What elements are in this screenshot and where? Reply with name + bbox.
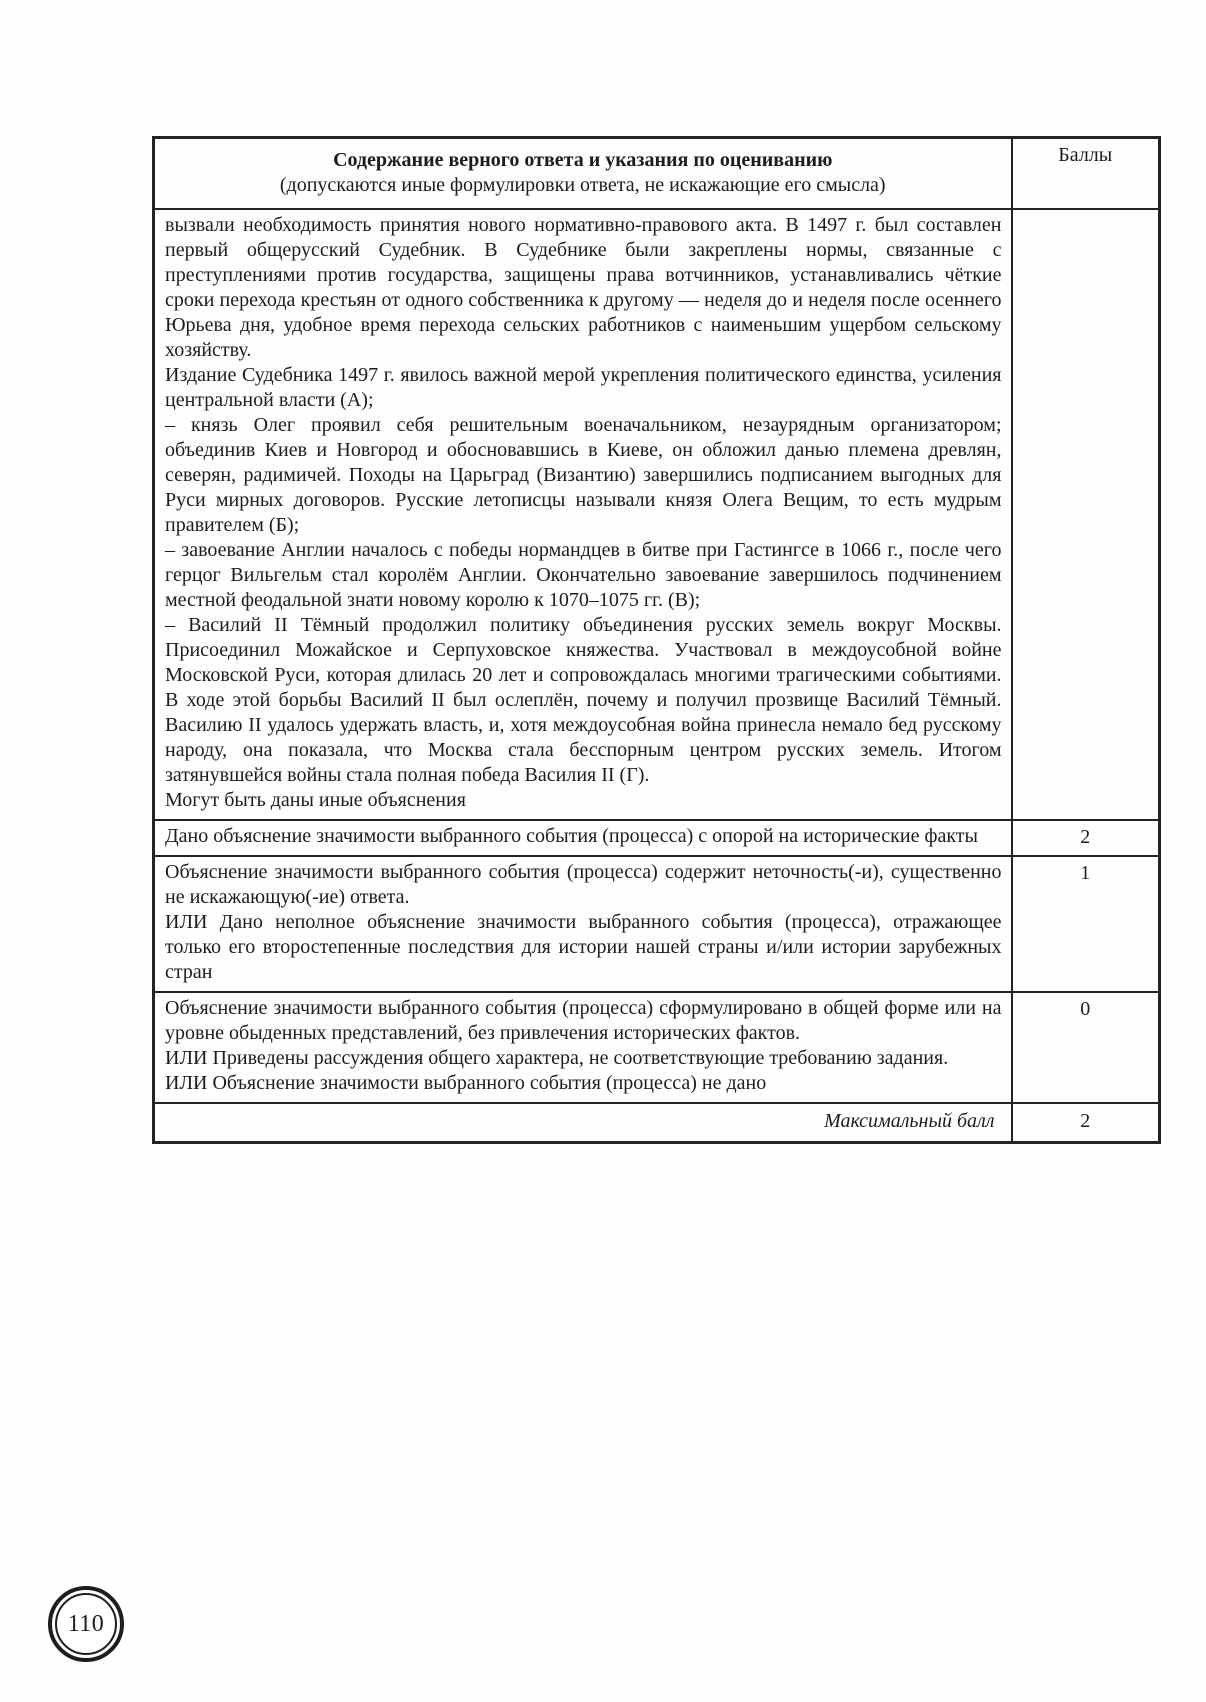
- page-number-inner-circle: [55, 1593, 117, 1655]
- answer-score-cell: [1012, 209, 1160, 820]
- criterion-paragraph: ИЛИ Приведены рассуждения общего характера, не соответствующие требованию задания.: [165, 1047, 949, 1069]
- criterion-row-0-points: [154, 992, 1160, 1103]
- criterion-text-cell: [154, 820, 1012, 856]
- answer-paragraph: Издание Судебника 1497 г. явилось важной мерой укрепления политического единства, усиления центральной власти (А);: [165, 364, 1002, 411]
- answer-paragraph: – Василий II Тёмный продолжил политику объединения русских земель вокруг Москвы. Присоединил Можайское и Серпуховское княжества. Участвовал в междоусобной войне Московской Руси, которая длилась 20 лет и сопровождалась многими трагическими событиями. В ходе этой борьбы Василий II был ослеплён, почему и получил прозвище Василий Тёмный. Василию II удалось удержать власть, и, хотя междоусобная война принесла немало бед русскому народу, она показала, что Москва стала бесспорным центром русских земель. Итогом затянувшейся войны стала полная победа Василия II (Г).: [165, 614, 1002, 786]
- score-value: 1: [1012, 856, 1160, 992]
- criterion-paragraph: ИЛИ Объяснение значимости выбранного события (процесса) не дано: [165, 1072, 767, 1094]
- answer-paragraph: – князь Олег проявил себя решительным военачальником, незаурядным организатором; объединив Киев и Новгород и обосновавшись в Киеве, он обложил данью племена древлян, северян, радимичей. Походы на Царьград (Византию) завершились подписанием выгодных для Руси мирных договоров. Русские летописцы называли князя Олега Вещим, то есть мудрым правителем (Б);: [165, 414, 1002, 536]
- page-number: 110: [67, 1610, 105, 1637]
- criterion-text-cell: [154, 992, 1012, 1103]
- answer-paragraph: Могут быть даны иные объяснения: [165, 789, 466, 811]
- criterion-paragraph: Дано объяснение значимости выбранного события (процесса) с опорой на исторические факты: [165, 825, 978, 847]
- score-value: 0: [1012, 992, 1160, 1103]
- criterion-row-2-points: [154, 820, 1160, 856]
- header-subtitle: (допускаются иные формулировки ответа, не искажающие его смысла): [279, 174, 886, 196]
- header-score-cell: Баллы: [1012, 138, 1160, 210]
- answer-paragraph: – завоевание Англии началось с победы нормандцев в битве при Гастингсе в 1066 г., после чего герцог Вильгельм стал королём Англии. Окончательно завоевание завершилось подчинением местной феодальной знати новому королю к 1070–1075 гг. (В);: [165, 539, 1002, 611]
- answer-text-cell: [154, 209, 1012, 820]
- max-score-value: 2: [1012, 1103, 1160, 1143]
- header-content-cell: [154, 138, 1012, 210]
- criterion-row-1-point: [154, 856, 1160, 992]
- criterion-text-cell: [154, 856, 1012, 992]
- criterion-paragraph: Объяснение значимости выбранного события (процесса) содержит неточность(-и), существенно не искажающую(-ие) ответа.: [165, 861, 1002, 908]
- criterion-paragraph: Объяснение значимости выбранного события (процесса) сформулировано в общей форме или на уровне обыденных представлений, без привлечения исторических фактов.: [165, 997, 1002, 1044]
- criterion-paragraph: ИЛИ Дано неполное объяснение значимости выбранного события (процесса), отражающее только его второстепенные последствия для истории нашей страны и/или истории зарубежных стран: [165, 911, 1002, 983]
- grading-rubric-table: [152, 136, 1161, 1144]
- page-number-badge: [48, 1586, 124, 1662]
- answer-paragraph: вызвали необходимость принятия нового нормативно-правового акта. В 1497 г. был составлен первый общерусский Судебник. В Судебнике были закреплены нормы, связанные с преступлениями против государства, защищены права вотчинников, устанавливались чёткие сроки перехода крестьян от одного собственника к другому — неделя до и неделя после осеннего Юрьева дня, удобное время перехода сельских работников с наименьшим ущербом сельскому хозяйству.: [165, 214, 1002, 361]
- table-header-row: [154, 138, 1160, 210]
- header-title: Содержание верного ответа и указания по оцениванию: [333, 149, 833, 171]
- max-score-row: [154, 1103, 1160, 1143]
- score-value: 2: [1012, 820, 1160, 856]
- max-score-label: Максимальный балл: [154, 1103, 1012, 1143]
- answer-content-row: [154, 209, 1160, 820]
